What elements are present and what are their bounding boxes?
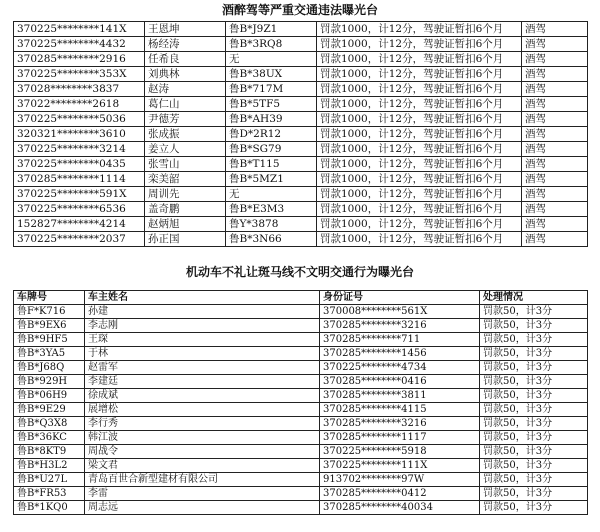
table-row xyxy=(14,319,588,333)
table-row xyxy=(14,459,588,473)
id-number-cell: 320321********3610 xyxy=(14,127,145,142)
drunk-driving-table xyxy=(13,21,588,247)
id-number-cell: 370225********4734 xyxy=(320,361,480,375)
crosswalk-table xyxy=(13,290,588,515)
penalty-cell: 罚款50，计3分 xyxy=(480,403,588,417)
violation-type-cell: 酒驾 xyxy=(522,67,588,82)
name-cell: 栾美韶 xyxy=(145,172,226,187)
table-row xyxy=(14,487,588,501)
plate-cell: 鲁B*929H xyxy=(14,375,85,389)
violation-type-cell: 酒驾 xyxy=(522,82,588,97)
plate-cell: 鲁B*J68Q xyxy=(14,361,85,375)
id-number-cell: 370285********4115 xyxy=(320,403,480,417)
table-row xyxy=(14,172,588,187)
id-number-cell: 370225********5918 xyxy=(320,445,480,459)
id-number-cell: 370225********591X xyxy=(14,187,145,202)
plate-cell: 鲁B*5MZ1 xyxy=(226,172,317,187)
plate-cell: 鲁B*9HF5 xyxy=(14,333,85,347)
name-cell: 王恩坤 xyxy=(145,22,226,37)
plate-cell: 鲁B*AH39 xyxy=(226,112,317,127)
penalty-cell: 罚款1000，计12分，驾驶证暂扣6个月 xyxy=(317,157,522,172)
violation-type-cell: 酒驾 xyxy=(522,172,588,187)
penalty-cell: 罚款1000，计12分，驾驶证暂扣6个月 xyxy=(317,112,522,127)
name-cell: 张成振 xyxy=(145,127,226,142)
penalty-cell: 罚款50，计3分 xyxy=(480,473,588,487)
name-cell: 任希良 xyxy=(145,52,226,67)
table-row xyxy=(14,187,588,202)
plate-cell: 鲁B*H3L2 xyxy=(14,459,85,473)
penalty-cell: 罚款1000，计12分，驾驶证暂扣6个月 xyxy=(317,37,522,52)
table-row xyxy=(14,333,588,347)
penalty-cell: 罚款50，计3分 xyxy=(480,361,588,375)
table-row xyxy=(14,375,588,389)
name-cell: 周训先 xyxy=(145,187,226,202)
penalty-cell: 罚款1000，计12分，驾驶证暂扣6个月 xyxy=(317,67,522,82)
table-row xyxy=(14,97,588,112)
penalty-cell: 罚款50，计3分 xyxy=(480,417,588,431)
plate-cell: 鲁Y*3878 xyxy=(226,217,317,232)
penalty-cell: 罚款50，计3分 xyxy=(480,389,588,403)
violation-type-cell: 酒驾 xyxy=(522,187,588,202)
plate-cell: 鲁B*1KQ0 xyxy=(14,501,85,515)
owner-cell: 李行秀 xyxy=(85,417,320,431)
name-cell: 赵涛 xyxy=(145,82,226,97)
plate-cell: 鲁F*K716 xyxy=(14,305,85,319)
plate-cell: 鲁B*Q3X8 xyxy=(14,417,85,431)
violation-type-cell: 酒驾 xyxy=(522,22,588,37)
violation-type-cell: 酒驾 xyxy=(522,112,588,127)
owner-cell: 展增松 xyxy=(85,403,320,417)
id-number-cell: 370008********561X xyxy=(320,305,480,319)
id-number-cell: 370285********1114 xyxy=(14,172,145,187)
id-number-cell: 370285********3216 xyxy=(320,319,480,333)
penalty-cell: 罚款50，计3分 xyxy=(480,431,588,445)
header-owner: 车主姓名 xyxy=(85,291,320,305)
owner-cell: 韩江波 xyxy=(85,431,320,445)
owner-cell: 孙建 xyxy=(85,305,320,319)
id-number-cell: 370285********1456 xyxy=(320,347,480,361)
id-number-cell: 370225********5036 xyxy=(14,112,145,127)
name-cell: 尹德芳 xyxy=(145,112,226,127)
violation-type-cell: 酒驾 xyxy=(522,52,588,67)
id-number-cell: 370285********40034 xyxy=(320,501,480,515)
plate-cell: 鲁B*3N66 xyxy=(226,232,317,247)
id-number-cell: 370285********711 xyxy=(320,333,480,347)
id-number-cell: 913702********97W xyxy=(320,473,480,487)
owner-cell: 青岛百世合新型建材有限公司 xyxy=(85,473,320,487)
penalty-cell: 罚款50，计3分 xyxy=(480,459,588,473)
id-number-cell: 370285********3216 xyxy=(320,417,480,431)
table-row xyxy=(14,202,588,217)
penalty-cell: 罚款50，计3分 xyxy=(480,501,588,515)
penalty-cell: 罚款1000，计12分，驾驶证暂扣6个月 xyxy=(317,232,522,247)
penalty-cell: 罚款1000，计12分，驾驶证暂扣6个月 xyxy=(317,187,522,202)
plate-cell: 鲁B*9EX6 xyxy=(14,319,85,333)
penalty-cell: 罚款50，计3分 xyxy=(480,487,588,501)
table-row xyxy=(14,37,588,52)
name-cell: 葛仁山 xyxy=(145,97,226,112)
plate-cell: 鲁B*717M xyxy=(226,82,317,97)
plate-cell: 鲁D*2R12 xyxy=(226,127,317,142)
table-row xyxy=(14,232,588,247)
id-number-cell: 370225********353X xyxy=(14,67,145,82)
table-row xyxy=(14,445,588,459)
owner-cell: 王琛 xyxy=(85,333,320,347)
plate-cell: 鲁B*E3M3 xyxy=(226,202,317,217)
owner-cell: 周战令 xyxy=(85,445,320,459)
plate-cell: 鲁B*3YA5 xyxy=(14,347,85,361)
violation-type-cell: 酒驾 xyxy=(522,157,588,172)
owner-cell: 李建廷 xyxy=(85,375,320,389)
violation-type-cell: 酒驾 xyxy=(522,37,588,52)
table-row xyxy=(14,142,588,157)
table-row xyxy=(14,389,588,403)
crosswalk-section-title: 机动车不礼让斑马线不文明交通行为曝光台 xyxy=(185,265,414,279)
penalty-cell: 罚款50，计3分 xyxy=(480,319,588,333)
drunk-driving-table-body xyxy=(14,22,588,247)
table-row xyxy=(14,501,588,515)
name-cell: 刘典林 xyxy=(145,67,226,82)
table-row xyxy=(14,403,588,417)
table-row xyxy=(14,217,588,232)
owner-cell: 梁文君 xyxy=(85,459,320,473)
header-id-number: 身份证号 xyxy=(320,291,480,305)
violation-type-cell: 酒驾 xyxy=(522,97,588,112)
owner-cell: 李志刚 xyxy=(85,319,320,333)
crosswalk-table-body xyxy=(14,305,588,515)
plate-cell: 鲁B*8KT9 xyxy=(14,445,85,459)
id-number-cell: 37028********3837 xyxy=(14,82,145,97)
penalty-cell: 罚款1000，计12分，驾驶证暂扣6个月 xyxy=(317,82,522,97)
penalty-cell: 罚款1000，计12分，驾驶证暂扣6个月 xyxy=(317,172,522,187)
id-number-cell: 370225********6536 xyxy=(14,202,145,217)
plate-cell: 鲁B*J9Z1 xyxy=(226,22,317,37)
violation-type-cell: 酒驾 xyxy=(522,127,588,142)
penalty-cell: 罚款1000，计12分，驾驶证暂扣6个月 xyxy=(317,127,522,142)
plate-cell: 鲁B*3RQ8 xyxy=(226,37,317,52)
id-number-cell: 370285********1117 xyxy=(320,431,480,445)
id-number-cell: 370285********0412 xyxy=(320,487,480,501)
owner-cell: 赵雷军 xyxy=(85,361,320,375)
penalty-cell: 罚款50，计3分 xyxy=(480,305,588,319)
plate-cell: 无 xyxy=(226,187,317,202)
table-row xyxy=(14,417,588,431)
name-cell: 盖奇鹏 xyxy=(145,202,226,217)
plate-cell: 鲁B*38UX xyxy=(226,67,317,82)
penalty-cell: 罚款1000，计12分，驾驶证暂扣6个月 xyxy=(317,142,522,157)
penalty-cell: 罚款50，计3分 xyxy=(480,375,588,389)
table-row xyxy=(14,22,588,37)
violation-type-cell: 酒驾 xyxy=(522,142,588,157)
plate-cell: 鲁B*5TF5 xyxy=(226,97,317,112)
violation-type-cell: 酒驾 xyxy=(522,232,588,247)
table-row xyxy=(14,361,588,375)
id-number-cell: 152827********4214 xyxy=(14,217,145,232)
violation-type-cell: 酒驾 xyxy=(522,217,588,232)
plate-cell: 鲁B*U27L xyxy=(14,473,85,487)
penalty-cell: 罚款1000，计12分，驾驶证暂扣6个月 xyxy=(317,52,522,67)
drunk-driving-section-title: 酒醉驾等严重交通违法曝光台 xyxy=(221,3,378,17)
id-number-cell: 370225********3214 xyxy=(14,142,145,157)
table-row xyxy=(14,431,588,445)
penalty-cell: 罚款1000，计12分，驾驶证暂扣6个月 xyxy=(317,217,522,232)
id-number-cell: 370225********141X xyxy=(14,22,145,37)
name-cell: 孙正国 xyxy=(145,232,226,247)
penalty-cell: 罚款50，计3分 xyxy=(480,347,588,361)
table-row xyxy=(14,52,588,67)
penalty-cell: 罚款1000，计12分，驾驶证暂扣6个月 xyxy=(317,97,522,112)
penalty-cell: 罚款1000，计12分，驾驶证暂扣6个月 xyxy=(317,22,522,37)
plate-cell: 鲁B*9E29 xyxy=(14,403,85,417)
name-cell: 张雪山 xyxy=(145,157,226,172)
id-number-cell: 370225********111X xyxy=(320,459,480,473)
name-cell: 赵炳旭 xyxy=(145,217,226,232)
plate-cell: 鲁B*T115 xyxy=(226,157,317,172)
owner-cell: 徐成斌 xyxy=(85,389,320,403)
table-row xyxy=(14,67,588,82)
id-number-cell: 370225********4432 xyxy=(14,37,145,52)
id-number-cell: 370285********2916 xyxy=(14,52,145,67)
penalty-cell: 罚款50，计3分 xyxy=(480,445,588,459)
owner-cell: 周志远 xyxy=(85,501,320,515)
id-number-cell: 370285********3811 xyxy=(320,389,480,403)
plate-cell: 鲁B*SG79 xyxy=(226,142,317,157)
id-number-cell: 370225********0435 xyxy=(14,157,145,172)
penalty-cell: 罚款50，计3分 xyxy=(480,333,588,347)
table-row xyxy=(14,347,588,361)
header-penalty: 处理情况 xyxy=(480,291,588,305)
plate-cell: 鲁B*06H9 xyxy=(14,389,85,403)
owner-cell: 于林 xyxy=(85,347,320,361)
id-number-cell: 37022********2618 xyxy=(14,97,145,112)
name-cell: 杨经涛 xyxy=(145,37,226,52)
plate-cell: 鲁B*FR53 xyxy=(14,487,85,501)
id-number-cell: 370225********2037 xyxy=(14,232,145,247)
crosswalk-table-header-row xyxy=(14,291,588,305)
violation-type-cell: 酒驾 xyxy=(522,202,588,217)
plate-cell: 鲁B*36KC xyxy=(14,431,85,445)
table-row xyxy=(14,305,588,319)
header-plate: 车牌号 xyxy=(14,291,85,305)
name-cell: 姜立人 xyxy=(145,142,226,157)
table-row xyxy=(14,112,588,127)
table-row xyxy=(14,127,588,142)
table-row xyxy=(14,157,588,172)
plate-cell: 无 xyxy=(226,52,317,67)
penalty-cell: 罚款1000，计12分，驾驶证暂扣6个月 xyxy=(317,202,522,217)
table-row xyxy=(14,473,588,487)
owner-cell: 李雷 xyxy=(85,487,320,501)
table-row xyxy=(14,82,588,97)
id-number-cell: 370285********0416 xyxy=(320,375,480,389)
